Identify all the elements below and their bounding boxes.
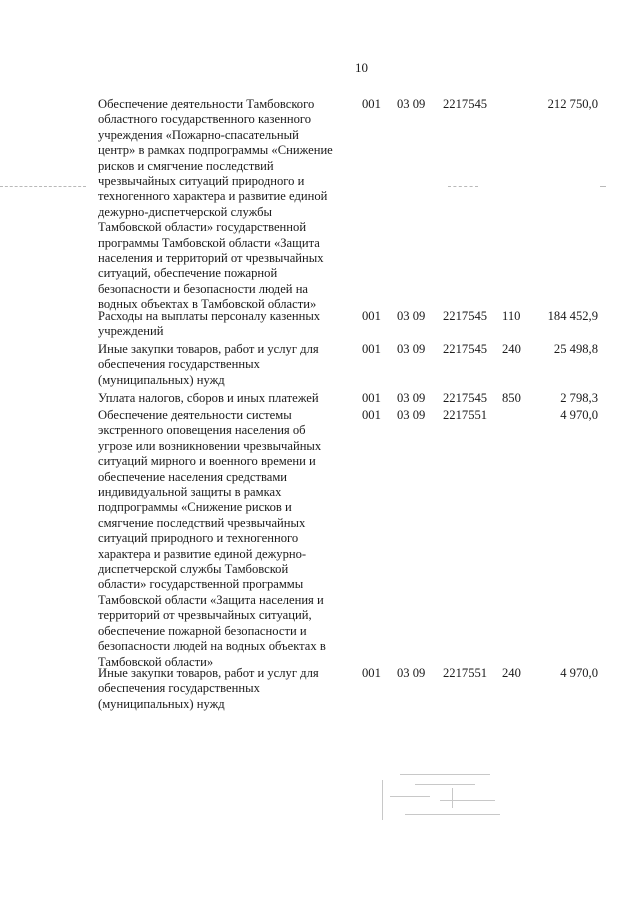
section-code: 03 09	[397, 391, 426, 405]
amount: 2 798,3	[560, 391, 598, 405]
page-number: 10	[355, 60, 368, 75]
amount: 25 498,8	[553, 342, 598, 356]
amount: 4 970,0	[560, 666, 598, 680]
target-article-code: 2217545	[443, 309, 488, 323]
amount: 4 970,0	[560, 408, 598, 422]
row-description: Расходы на выплаты персоналу казенных учреждений	[98, 309, 321, 339]
row-description: Обеспечение деятельности Тамбовского областного государственного казенного учреждения «Пожарно-спасательный центр» в рамках подпрограммы «Снижение рисков и смягчение последствий чрезвычайных ситуаций природного и техногенного характера и развитие единой дежурно-диспетчерской службы Тамбовской области» государственной программы Тамбовской области «Защита населения и территорий от чрезвычайных ситуаций, обеспечение пожарной безопасности и безопасности людей на водных объектах в Тамбовской области»	[98, 97, 333, 312]
amount: 212 750,0	[547, 97, 598, 111]
row-description: Обеспечение деятельности системы экстренного оповещения населения об угрозе или возникновении чрезвычайных ситуаций мирного и военного времени и обеспечение населения средствами индивидуальной защиты в рамках подпрограммы «Снижение рисков и смягчение последствий чрезвычайных ситуаций природного и техногенного характера и развитие единой дежурно- диспетчерской службы Тамбовской области» государственной программы Тамбовской области «Защита населения и территорий от чрезвычайных ситуаций, обеспечение пожарной безопасности и безопасности людей на водных объектах в Тамбовской области»	[98, 408, 326, 669]
row-description: Иные закупки товаров, работ и услуг для обеспечения государственных (муниципальных) нужд	[98, 342, 319, 387]
scan-mark-left	[0, 186, 86, 187]
row-description: Иные закупки товаров, работ и услуг для обеспечения государственных (муниципальных) нужд	[98, 666, 319, 711]
section-code: 03 09	[397, 342, 426, 356]
expense-type-code: 240	[502, 666, 521, 680]
ministry-code: 001	[362, 97, 381, 111]
ministry-code: 001	[362, 309, 381, 323]
ministry-code: 001	[362, 408, 381, 422]
expense-type-code: 240	[502, 342, 521, 356]
expense-type-code: 110	[502, 309, 521, 323]
section-code: 03 09	[397, 309, 426, 323]
target-article-code: 2217545	[443, 342, 488, 356]
row-description: Уплата налогов, сборов и иных платежей	[98, 391, 319, 405]
scan-mark-middle	[448, 186, 478, 187]
target-article-code: 2217545	[443, 97, 488, 111]
faint-stamp-marks	[380, 770, 510, 830]
target-article-code: 2217551	[443, 666, 488, 680]
section-code: 03 09	[397, 666, 426, 680]
target-article-code: 2217551	[443, 408, 488, 422]
section-code: 03 09	[397, 408, 426, 422]
section-code: 03 09	[397, 97, 426, 111]
ministry-code: 001	[362, 391, 381, 405]
expense-type-code: 850	[502, 391, 521, 405]
target-article-code: 2217545	[443, 391, 488, 405]
ministry-code: 001	[362, 666, 381, 680]
amount: 184 452,9	[547, 309, 598, 323]
ministry-code: 001	[362, 342, 381, 356]
scan-mark-right	[600, 186, 606, 187]
